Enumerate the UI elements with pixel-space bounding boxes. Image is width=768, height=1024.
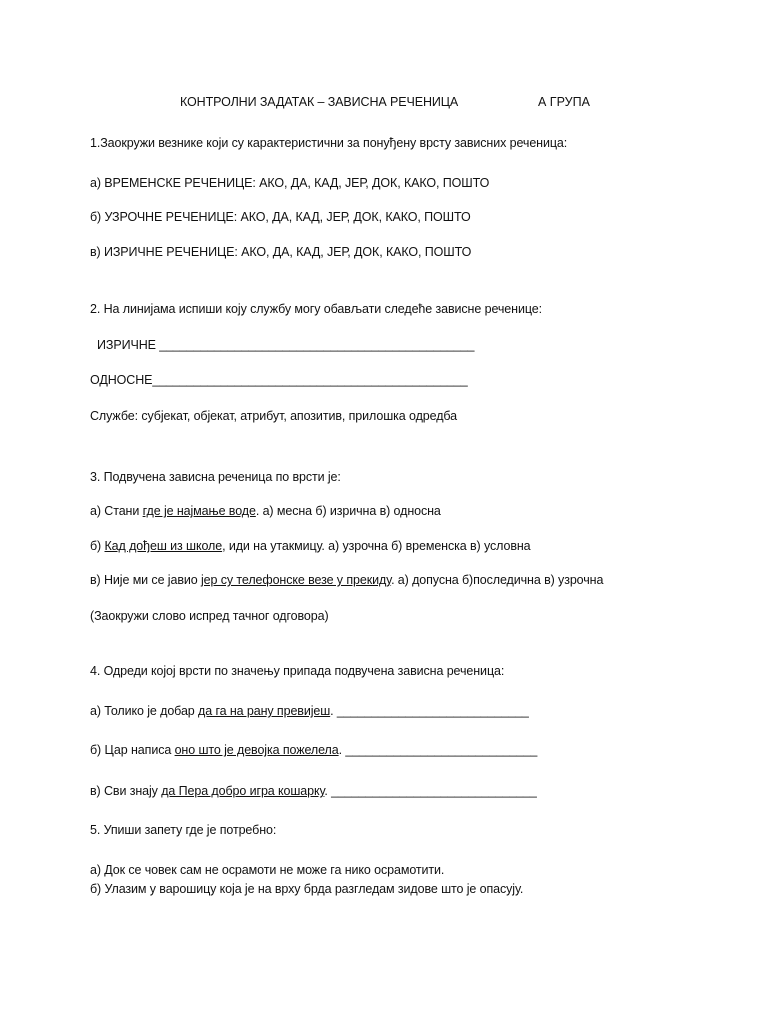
q3-c-text: в) Није ми се јавио: [90, 573, 201, 587]
q4-option-a: [90, 703, 529, 719]
q2-prompt: 2. На линијама испиши коју службу могу обављати следеће зависне реченице:: [90, 302, 542, 316]
q4-b-text: б) Цар написа: [90, 743, 175, 757]
q5-prompt: 5. Упиши запету где је потребно:: [90, 823, 277, 837]
q3-c-underlined: јер су телефонске везе у прекиду: [201, 573, 392, 587]
q2-line-odnosne: ОДНОСНЕ______________________________________________: [90, 373, 468, 387]
q4-a-answer-line: . ____________________________: [330, 704, 529, 718]
q3-prompt: 3. Подвучена зависна реченица по врсти је:: [90, 470, 341, 484]
q2-line-izricne: ИЗРИЧНЕ ______________________________________________: [97, 338, 475, 352]
q4-option-c: [90, 783, 537, 799]
q5-sentence-b: б) Улазим у варошицу која је на врху брда разгледам зидове што је опасују.: [90, 882, 524, 896]
q3-b-underlined: Кад дођеш из школе: [104, 539, 223, 553]
q1-option-b: б) УЗРОЧНЕ РЕЧЕНИЦЕ: АКО, ДА, КАД, ЈЕР, ДОК, КАКО, ПОШТО: [90, 210, 471, 224]
q3-option-a: [90, 503, 441, 519]
q3-b-choices: , иди на утакмицу. а) узрочна б) временска в) условна: [222, 539, 531, 553]
page-title: КОНТРОЛНИ ЗАДАТАК – ЗАВИСНА РЕЧЕНИЦА: [180, 95, 459, 109]
q1-prompt: 1.Заокружи везнике који су карактеристични за понуђену врсту зависних реченица:: [90, 136, 568, 150]
q4-a-text: а) Толико је добар: [90, 704, 199, 718]
q3-note: (Заокружи слово испред тачног одговора): [90, 609, 329, 623]
q4-option-b: [90, 742, 537, 758]
q1-option-c: в) ИЗРИЧНЕ РЕЧЕНИЦЕ: АКО, ДА, КАД, ЈЕР, ДОК, КАКО, ПОШТО: [90, 245, 472, 259]
q2-services: Службе: субјекат, објекат, атрибут, апозитив, прилошка одредба: [90, 409, 458, 423]
q4-prompt: 4. Одреди којој врсти по значењу припада подвучена зависна реченица:: [90, 664, 505, 678]
q4-c-text: в) Сви знају: [90, 784, 162, 798]
q4-b-answer-line: . ____________________________: [338, 743, 538, 757]
q3-a-choices: . а) месна б) изрична в) односна: [255, 504, 441, 518]
q3-a-text: а) Стани: [90, 504, 143, 518]
q3-option-b: [90, 538, 531, 554]
q4-c-answer-line: . ______________________________: [324, 784, 537, 798]
q4-a-underlined: да га на рану превијеш: [198, 704, 331, 718]
q3-a-underlined: где је најмање воде: [142, 504, 256, 518]
q4-c-underlined: да Пера добро игра кошарку: [161, 784, 325, 798]
group-label: А ГРУПА: [538, 95, 590, 109]
q5-sentence-a: а) Док се човек сам не осрамоти не може га нико осрамотити.: [90, 863, 445, 877]
q4-b-underlined: оно што је девојка пожелела: [174, 743, 339, 757]
q3-c-choices: . а) допусна б)последична в) узрочна: [391, 573, 604, 587]
q3-b-text: б): [90, 539, 105, 553]
q1-option-a: а) ВРЕМЕНСКЕ РЕЧЕНИЦЕ: АКО, ДА, КАД, ЈЕР, ДОК, КАКО, ПОШТО: [90, 176, 490, 190]
q3-option-c: [90, 572, 603, 588]
